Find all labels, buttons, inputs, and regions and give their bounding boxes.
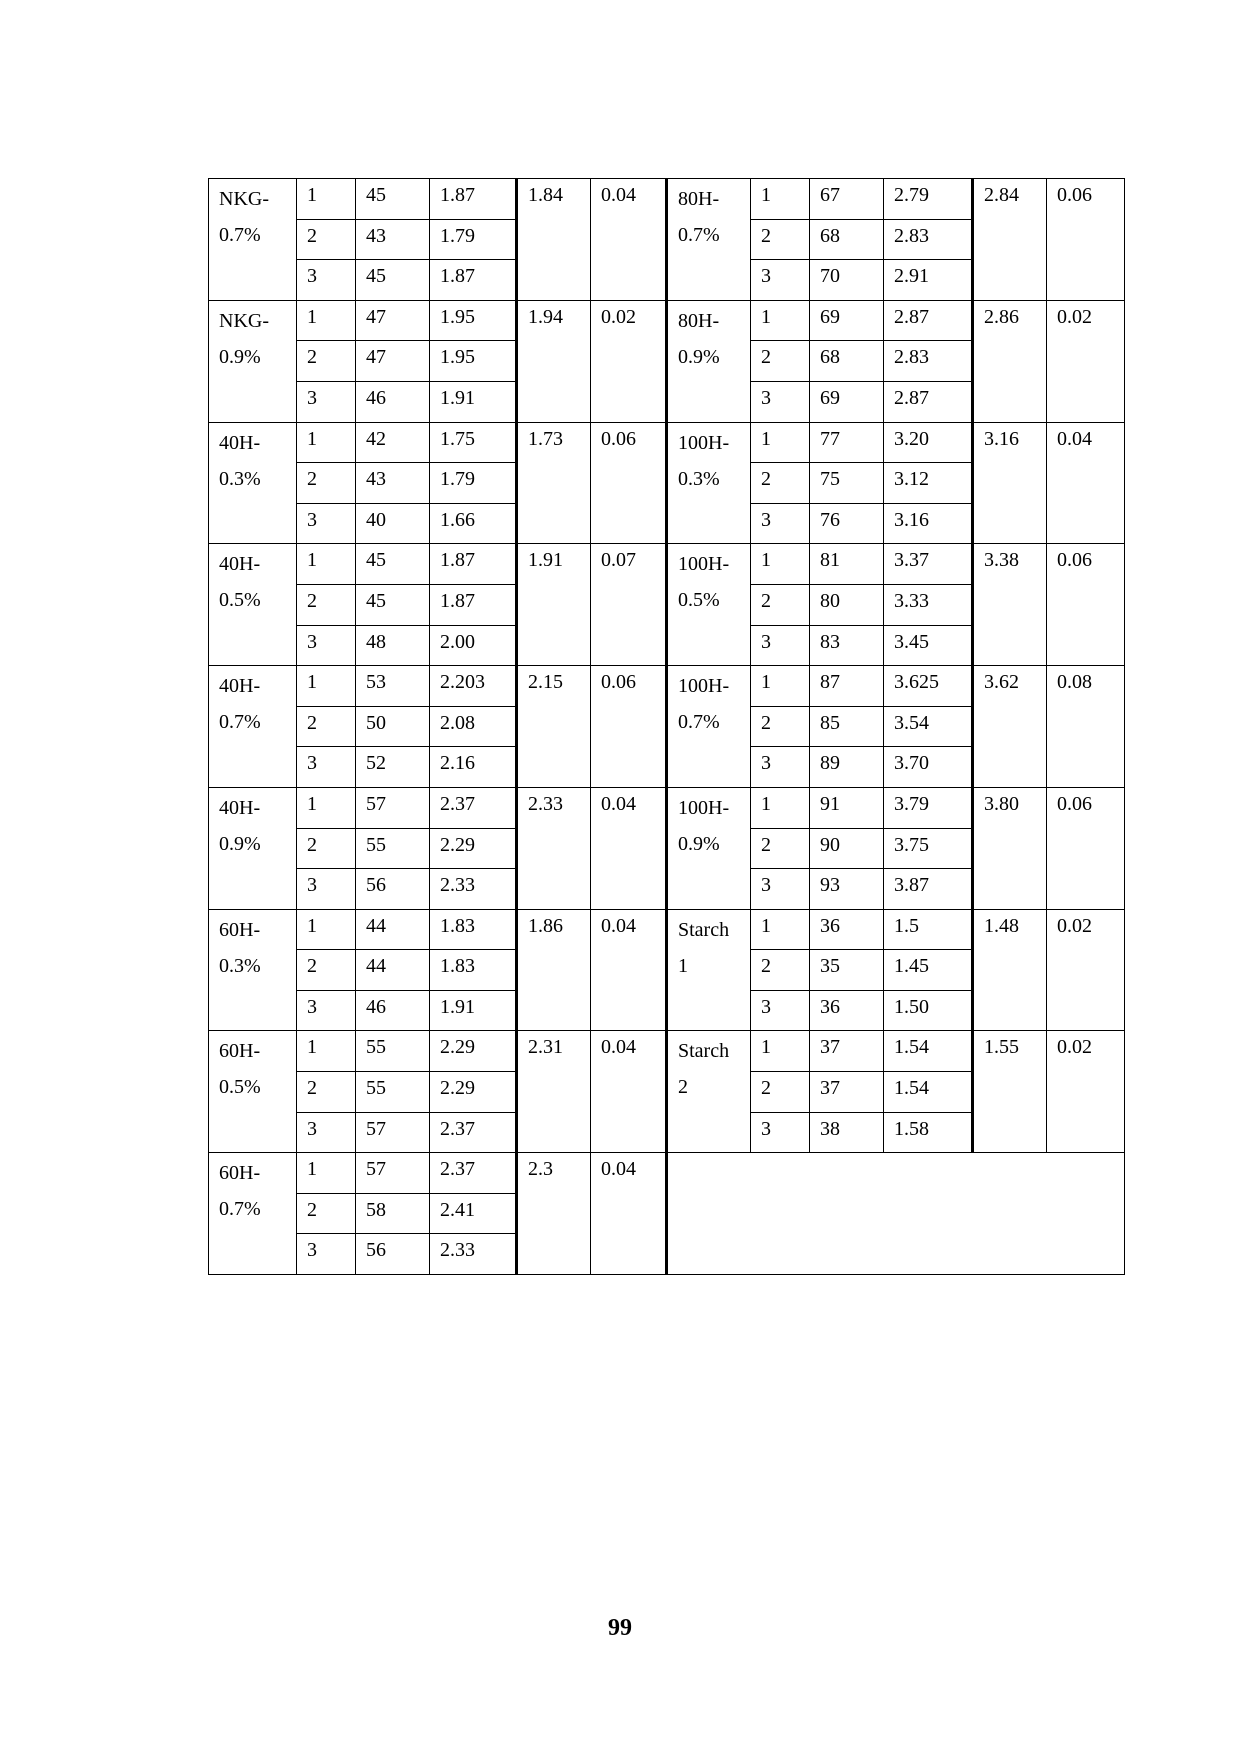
group-label-line: 1 <box>678 954 688 977</box>
left-replicate-cell: 3 <box>297 503 356 544</box>
right-replicate-cell: 3 <box>751 625 810 666</box>
left-reading-cell: 45 <box>356 179 430 220</box>
group-label-line: 0.7% <box>678 224 720 246</box>
right-value-cell: 3.16 <box>884 503 973 544</box>
right-value-cell: 1.5 <box>884 909 973 950</box>
right-sd-cell: 0.06 <box>1047 179 1125 301</box>
left-sd-cell: 0.04 <box>591 1153 667 1275</box>
left-value-cell: 2.29 <box>430 1072 517 1113</box>
left-value-cell: 1.79 <box>430 463 517 504</box>
group-label-line: 0.3% <box>219 954 261 977</box>
left-replicate-cell: 1 <box>297 300 356 341</box>
left-reading-cell: 45 <box>356 544 430 585</box>
left-reading-cell: 57 <box>356 1153 430 1194</box>
right-mean-cell: 3.16 <box>973 422 1047 544</box>
right-reading-cell: 81 <box>810 544 884 585</box>
right-value-cell: 3.87 <box>884 869 973 910</box>
group-label-line: 0.7% <box>219 224 261 246</box>
right-sd-cell: 0.02 <box>1047 909 1125 1031</box>
left-reading-cell: 55 <box>356 828 430 869</box>
right-replicate-cell: 2 <box>751 584 810 625</box>
left-replicate-cell: 2 <box>297 584 356 625</box>
right-reading-cell: 36 <box>810 909 884 950</box>
left-value-cell: 1.87 <box>430 260 517 301</box>
left-mean-cell: 2.33 <box>517 787 591 909</box>
left-group-label <box>209 422 297 544</box>
right-value-cell: 3.45 <box>884 625 973 666</box>
left-value-cell: 1.87 <box>430 544 517 585</box>
group-label-line: 0.9% <box>219 345 261 368</box>
left-value-cell: 2.203 <box>430 666 517 707</box>
left-reading-cell: 58 <box>356 1193 430 1234</box>
left-value-cell: 1.66 <box>430 503 517 544</box>
right-sd-cell: 0.06 <box>1047 787 1125 909</box>
left-replicate-cell: 1 <box>297 544 356 585</box>
left-value-cell: 2.41 <box>430 1193 517 1234</box>
left-reading-cell: 47 <box>356 300 430 341</box>
right-sd-cell: 0.02 <box>1047 1031 1125 1153</box>
left-value-cell: 2.37 <box>430 1112 517 1153</box>
right-sd-cell: 0.06 <box>1047 544 1125 666</box>
right-reading-cell: 37 <box>810 1072 884 1113</box>
group-label-line: 60H- <box>219 918 261 941</box>
left-replicate-cell: 3 <box>297 990 356 1031</box>
left-reading-cell: 43 <box>356 463 430 504</box>
left-value-cell: 2.33 <box>430 869 517 910</box>
left-reading-cell: 42 <box>356 422 430 463</box>
group-label-line: NKG- <box>219 309 269 332</box>
right-value-cell: 1.54 <box>884 1072 973 1113</box>
right-replicate-cell: 1 <box>751 909 810 950</box>
left-value-cell: 2.29 <box>430 1031 517 1072</box>
left-mean-cell: 1.86 <box>517 909 591 1031</box>
left-replicate-cell: 2 <box>297 950 356 991</box>
left-replicate-cell: 2 <box>297 341 356 382</box>
left-replicate-cell: 1 <box>297 179 356 220</box>
right-mean-cell: 1.48 <box>973 909 1047 1031</box>
left-group-label <box>209 666 297 788</box>
left-replicate-cell: 2 <box>297 219 356 260</box>
left-value-cell: 1.87 <box>430 584 517 625</box>
left-value-cell: 2.37 <box>430 1153 517 1194</box>
left-reading-cell: 55 <box>356 1072 430 1113</box>
right-value-cell: 3.20 <box>884 422 973 463</box>
right-value-cell: 3.75 <box>884 828 973 869</box>
left-reading-cell: 57 <box>356 787 430 828</box>
right-replicate-cell: 1 <box>751 787 810 828</box>
left-sd-cell: 0.04 <box>591 1031 667 1153</box>
group-label-line: 0.7% <box>219 711 261 734</box>
right-reading-cell: 80 <box>810 584 884 625</box>
left-reading-cell: 45 <box>356 260 430 301</box>
group-label-line: 0.5% <box>219 1076 261 1099</box>
left-group-label <box>209 1153 297 1275</box>
left-value-cell: 2.33 <box>430 1234 517 1275</box>
right-reading-cell: 90 <box>810 828 884 869</box>
right-replicate-cell: 3 <box>751 1112 810 1153</box>
right-replicate-cell: 3 <box>751 381 810 422</box>
right-replicate-cell: 1 <box>751 544 810 585</box>
group-label-line: 0.9% <box>219 832 261 855</box>
group-label-line: 40H- <box>219 796 261 819</box>
right-replicate-cell: 2 <box>751 219 810 260</box>
right-group-label <box>667 909 751 1031</box>
left-reading-cell: 48 <box>356 625 430 666</box>
right-reading-cell: 83 <box>810 625 884 666</box>
right-reading-cell: 69 <box>810 381 884 422</box>
left-value-cell: 2.16 <box>430 747 517 788</box>
left-replicate-cell: 2 <box>297 463 356 504</box>
left-value-cell: 2.29 <box>430 828 517 869</box>
group-label-line: 0.9% <box>678 345 720 368</box>
right-mean-cell: 3.62 <box>973 666 1047 788</box>
right-group-label <box>667 787 751 909</box>
left-reading-cell: 44 <box>356 909 430 950</box>
left-value-cell: 1.91 <box>430 990 517 1031</box>
left-sd-cell: 0.04 <box>591 179 667 301</box>
right-replicate-cell: 3 <box>751 869 810 910</box>
left-value-cell: 2.08 <box>430 706 517 747</box>
right-value-cell: 2.79 <box>884 179 973 220</box>
left-reading-cell: 55 <box>356 1031 430 1072</box>
left-replicate-cell: 1 <box>297 1153 356 1194</box>
right-group-label <box>667 666 751 788</box>
right-reading-cell: 85 <box>810 706 884 747</box>
right-value-cell: 3.70 <box>884 747 973 788</box>
right-reading-cell: 76 <box>810 503 884 544</box>
group-label-line: 100H- <box>678 431 730 454</box>
right-sd-cell: 0.02 <box>1047 300 1125 422</box>
left-replicate-cell: 3 <box>297 1234 356 1275</box>
right-mean-cell: 2.86 <box>973 300 1047 422</box>
right-value-cell: 1.58 <box>884 1112 973 1153</box>
right-replicate-cell: 2 <box>751 341 810 382</box>
left-reading-cell: 56 <box>356 1234 430 1275</box>
group-label-line: Starch <box>678 1040 730 1063</box>
left-replicate-cell: 3 <box>297 1112 356 1153</box>
right-replicate-cell: 1 <box>751 1031 810 1072</box>
group-label-line: 0.7% <box>678 711 720 734</box>
right-value-cell: 3.33 <box>884 584 973 625</box>
right-reading-cell: 36 <box>810 990 884 1031</box>
group-label-line: 0.5% <box>678 589 720 612</box>
left-value-cell: 1.95 <box>430 300 517 341</box>
left-reading-cell: 46 <box>356 990 430 1031</box>
left-value-cell: 1.83 <box>430 950 517 991</box>
right-value-cell: 3.625 <box>884 666 973 707</box>
data-table <box>208 178 1125 1275</box>
right-replicate-cell: 2 <box>751 706 810 747</box>
right-mean-cell: 3.80 <box>973 787 1047 909</box>
left-sd-cell: 0.04 <box>591 909 667 1031</box>
left-mean-cell: 1.91 <box>517 544 591 666</box>
left-replicate-cell: 2 <box>297 1072 356 1113</box>
left-replicate-cell: 2 <box>297 706 356 747</box>
right-reading-cell: 87 <box>810 666 884 707</box>
right-reading-cell: 75 <box>810 463 884 504</box>
left-replicate-cell: 3 <box>297 381 356 422</box>
right-reading-cell: 91 <box>810 787 884 828</box>
left-value-cell: 1.91 <box>430 381 517 422</box>
right-value-cell: 1.54 <box>884 1031 973 1072</box>
group-label-line: 80H- <box>678 188 720 210</box>
right-reading-cell: 67 <box>810 179 884 220</box>
group-label-line: 60H- <box>219 1040 261 1063</box>
left-reading-cell: 46 <box>356 381 430 422</box>
table-row <box>209 300 1125 341</box>
right-replicate-cell: 3 <box>751 990 810 1031</box>
right-value-cell: 2.83 <box>884 341 973 382</box>
table-row <box>209 1031 1125 1072</box>
group-label-line: 0.3% <box>219 467 261 490</box>
left-replicate-cell: 1 <box>297 422 356 463</box>
left-reading-cell: 40 <box>356 503 430 544</box>
right-reading-cell: 38 <box>810 1112 884 1153</box>
right-reading-cell: 37 <box>810 1031 884 1072</box>
left-value-cell: 1.87 <box>430 179 517 220</box>
left-group-label <box>209 300 297 422</box>
right-replicate-cell: 2 <box>751 463 810 504</box>
left-value-cell: 1.79 <box>430 219 517 260</box>
table-row <box>209 179 1125 220</box>
left-group-label <box>209 179 297 301</box>
left-group-label <box>209 1031 297 1153</box>
right-group-label <box>667 544 751 666</box>
left-replicate-cell: 3 <box>297 869 356 910</box>
right-sd-cell: 0.04 <box>1047 422 1125 544</box>
left-sd-cell: 0.06 <box>591 422 667 544</box>
right-sd-cell: 0.08 <box>1047 666 1125 788</box>
table-row <box>209 1153 1125 1194</box>
group-label-line: 80H- <box>678 309 720 332</box>
left-reading-cell: 43 <box>356 219 430 260</box>
right-reading-cell: 35 <box>810 950 884 991</box>
right-value-cell: 3.79 <box>884 787 973 828</box>
table-row <box>209 787 1125 828</box>
right-value-cell: 3.37 <box>884 544 973 585</box>
right-replicate-cell: 3 <box>751 747 810 788</box>
right-mean-cell: 3.38 <box>973 544 1047 666</box>
left-value-cell: 1.83 <box>430 909 517 950</box>
left-reading-cell: 56 <box>356 869 430 910</box>
left-replicate-cell: 1 <box>297 666 356 707</box>
right-value-cell: 1.45 <box>884 950 973 991</box>
group-label-line: 40H- <box>219 553 261 576</box>
left-reading-cell: 50 <box>356 706 430 747</box>
right-value-cell: 2.83 <box>884 219 973 260</box>
group-label-line: NKG- <box>219 188 269 210</box>
left-sd-cell: 0.02 <box>591 300 667 422</box>
group-label-line: 0.5% <box>219 589 261 612</box>
group-label-line: 0.3% <box>678 467 720 490</box>
right-reading-cell: 68 <box>810 341 884 382</box>
left-replicate-cell: 1 <box>297 909 356 950</box>
right-value-cell: 2.87 <box>884 381 973 422</box>
group-label-line: 40H- <box>219 431 261 454</box>
table-row <box>209 544 1125 585</box>
group-label-line: 2 <box>678 1076 688 1099</box>
group-label-line: 0.9% <box>678 832 720 855</box>
right-mean-cell: 1.55 <box>973 1031 1047 1153</box>
right-replicate-cell: 1 <box>751 179 810 220</box>
left-replicate-cell: 3 <box>297 625 356 666</box>
page-number: 99 <box>608 1615 632 1641</box>
right-replicate-cell: 3 <box>751 503 810 544</box>
left-mean-cell: 1.73 <box>517 422 591 544</box>
left-replicate-cell: 3 <box>297 747 356 788</box>
left-mean-cell: 1.94 <box>517 300 591 422</box>
left-mean-cell: 2.31 <box>517 1031 591 1153</box>
left-mean-cell: 2.3 <box>517 1153 591 1275</box>
right-reading-cell: 89 <box>810 747 884 788</box>
left-reading-cell: 53 <box>356 666 430 707</box>
left-value-cell: 2.00 <box>430 625 517 666</box>
left-reading-cell: 52 <box>356 747 430 788</box>
group-label-line: 100H- <box>678 796 730 819</box>
left-reading-cell: 57 <box>356 1112 430 1153</box>
left-reading-cell: 44 <box>356 950 430 991</box>
group-label-line: 40H- <box>219 675 261 698</box>
left-reading-cell: 47 <box>356 341 430 382</box>
left-sd-cell: 0.07 <box>591 544 667 666</box>
right-reading-cell: 70 <box>810 260 884 301</box>
table-body <box>209 179 1125 1275</box>
table-row <box>209 422 1125 463</box>
right-value-cell: 2.87 <box>884 300 973 341</box>
right-replicate-cell: 3 <box>751 260 810 301</box>
right-replicate-cell: 2 <box>751 828 810 869</box>
table-row <box>209 666 1125 707</box>
right-group-label <box>667 300 751 422</box>
left-group-label <box>209 787 297 909</box>
group-label-line: 0.7% <box>219 1198 261 1221</box>
left-replicate-cell: 3 <box>297 260 356 301</box>
right-group-label <box>667 1031 751 1153</box>
right-group-label <box>667 179 751 301</box>
left-replicate-cell: 2 <box>297 828 356 869</box>
right-replicate-cell: 1 <box>751 300 810 341</box>
right-reading-cell: 93 <box>810 869 884 910</box>
right-replicate-cell: 1 <box>751 422 810 463</box>
left-replicate-cell: 2 <box>297 1193 356 1234</box>
right-reading-cell: 68 <box>810 219 884 260</box>
right-value-cell: 2.91 <box>884 260 973 301</box>
right-group-label <box>667 422 751 544</box>
group-label-line: 100H- <box>678 675 730 698</box>
table-row <box>209 909 1125 950</box>
left-sd-cell: 0.06 <box>591 666 667 788</box>
left-mean-cell: 1.84 <box>517 179 591 301</box>
group-label-line: Starch <box>678 918 730 941</box>
left-mean-cell: 2.15 <box>517 666 591 788</box>
group-label-line: 100H- <box>678 553 730 576</box>
right-replicate-cell: 1 <box>751 666 810 707</box>
left-replicate-cell: 1 <box>297 787 356 828</box>
left-value-cell: 2.37 <box>430 787 517 828</box>
right-reading-cell: 69 <box>810 300 884 341</box>
group-label-line: 60H- <box>219 1162 261 1185</box>
right-reading-cell: 77 <box>810 422 884 463</box>
right-value-cell: 3.12 <box>884 463 973 504</box>
left-replicate-cell: 1 <box>297 1031 356 1072</box>
left-group-label <box>209 909 297 1031</box>
left-sd-cell: 0.04 <box>591 787 667 909</box>
left-value-cell: 1.75 <box>430 422 517 463</box>
right-replicate-cell: 2 <box>751 1072 810 1113</box>
left-reading-cell: 45 <box>356 584 430 625</box>
right-value-cell: 1.50 <box>884 990 973 1031</box>
right-value-cell: 3.54 <box>884 706 973 747</box>
left-group-label <box>209 544 297 666</box>
empty-cell <box>667 1153 1125 1275</box>
right-replicate-cell: 2 <box>751 950 810 991</box>
right-mean-cell: 2.84 <box>973 179 1047 301</box>
left-value-cell: 1.95 <box>430 341 517 382</box>
